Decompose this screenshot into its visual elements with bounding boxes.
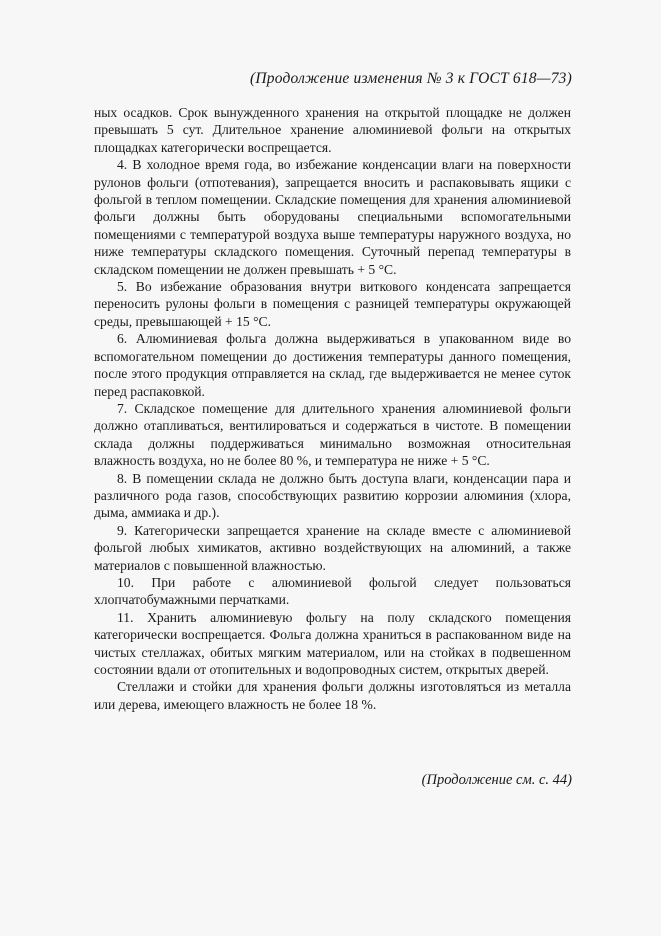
paragraph-item-7: 7. Складское помещение для длительного хранения алюминиевой фольги должно отапливаться, вентилироваться и содержаться в чистоте. В помещении склада должны поддерживаться минимально возможная относительная влажность воздуха, но не более 80 %, и температура не ниже + 5 °С. [94,400,571,469]
continuation-footer: (Продолжение см. с. 44) [421,772,572,788]
paragraph-item-4: 4. В холодное время года, во избежание конденсации влаги на поверхности рулонов фольги (отпотевания), запрещается вносить и распаковывать ящики с фольгой в теплом помещении. Складские помещения для хранения алюминиевой фольги должны быть оборудованы специальными вспомогательными помещениями с температурой воздуха выше температуры наружного воздуха, но ниже температуры складского помещения. Суточный перепад температуры в складском помещении не должен превышать + 5 °С. [94,157,571,277]
document-body [94,104,571,713]
paragraph-item-6: 6. Алюминиевая фольга должна выдерживаться в упакованном виде во вспомогательном помещении до достижения температуры данного помещения, после этого продукция отправляется на склад, где выдерживается не менее суток перед распаковкой. [94,331,571,399]
paragraph-racks: Стеллажи и стойки для хранения фольги должны изготовляться из металла или дерева, имеющего влажность не более 18 %. [94,679,571,712]
paragraph-continuation: ных осадков. Срок вынужденного хранения на открытой площадке не должен превышать 5 сут. Длительное хранение алюминиевой фольги на открытых площадках категорически воспрещается. [94,105,571,155]
paragraph-item-11: 11. Хранить алюминиевую фольгу на полу складского помещения категорически воспрещается. Фольга должна храниться в распакованном виде на чистых стеллажах, обитых мягким материалом, или на стойках в подвешенном состоянии вдали от отопительных и водопроводных систем, открытых дверей. [94,609,571,677]
paragraph-item-9: 9. Категорически запрещается хранение на складе вместе с алюминиевой фольгой любых химикатов, активно воздействующих на алюминий, а также материалов с повышенной влажностью. [94,522,571,573]
continuation-header: (Продолжение изменения № 3 к ГОСТ 618—73) [250,70,572,87]
paragraph-item-10: 10. При работе с алюминиевой фольгой следует пользоваться хлопчатобумажными перчатками. [94,574,571,608]
paragraph-item-8: 8. В помещении склада не должно быть доступа влаги, конденсации пара и различного рода газов, способствующих развитию коррозии алюминия (хлора, дыма, аммиака и др.). [94,470,571,521]
paragraph-item-5: 5. Во избежание образования внутри виткового конденсата запрещается переносить рулоны фольги в помещения с разницей температуры окружающей среды, превышающей + 15 °С. [94,279,571,329]
